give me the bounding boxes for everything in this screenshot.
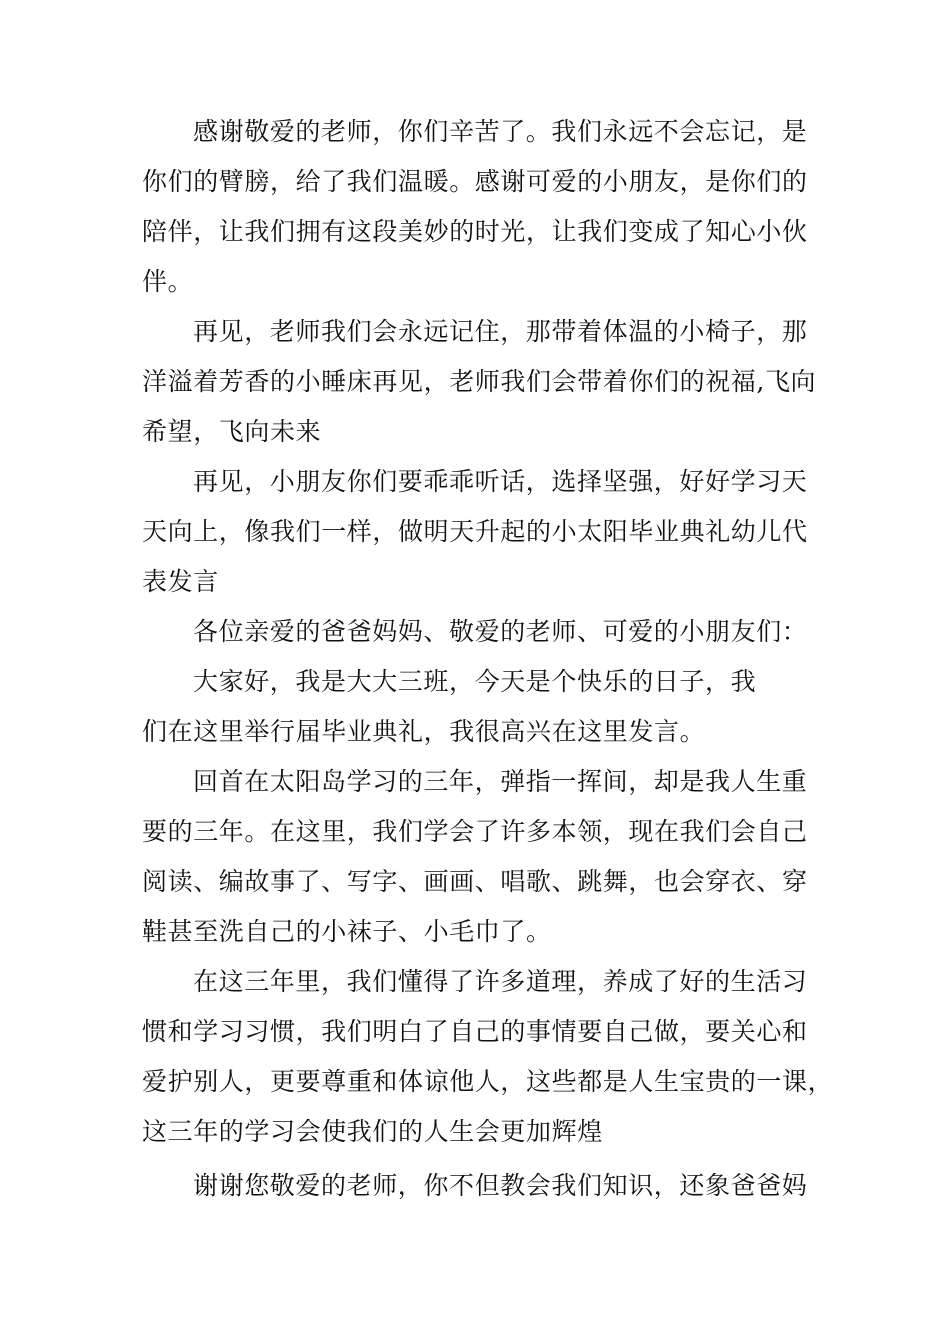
paragraph-4-line-1: 各位亲爱的爸爸妈妈、敬爱的老师、可爱的小朋友们： [193, 617, 808, 646]
paragraph-1-line-1: 感谢敬爱的老师，你们辛苦了。我们永远不会忘记，是 [193, 117, 808, 146]
paragraph-8-line-1: 谢谢您敬爱的老师，你不但教会我们知识，还象爸爸妈 [193, 1171, 808, 1200]
paragraph-5-line-1: 大家好，我是大大三班，今天是个快乐的日子，我 [193, 667, 757, 696]
paragraph-1-line-3: 陪伴，让我们拥有这段美妙的时光，让我们变成了知心小伙 [142, 217, 808, 246]
paragraph-2-line-3: 希望，飞向未来 [142, 417, 322, 446]
paragraph-2-line-1: 再见，老师我们会永远记住，那带着体温的小椅子，那 [193, 317, 808, 346]
paragraph-6-line-4: 鞋甚至洗自己的小袜子、小毛巾了。 [142, 917, 552, 946]
paragraph-6-line-3: 阅读、编故事了、写字、画画、唱歌、跳舞，也会穿衣、穿 [142, 867, 808, 896]
paragraph-7-line-1: 在这三年里，我们懂得了许多道理，养成了好的生活习 [193, 967, 808, 996]
paragraph-6-line-1: 回首在太阳岛学习的三年，弹指一挥间，却是我人生重 [193, 767, 808, 796]
paragraph-7-line-2: 惯和学习习惯，我们明白了自己的事情要自己做，要关心和 [142, 1017, 808, 1046]
paragraph-3-line-2: 天向上，像我们一样，做明天升起的小太阳毕业典礼幼儿代 [142, 517, 808, 546]
paragraph-3-line-3: 表发言 [142, 567, 219, 596]
paragraph-3-line-1: 再见，小朋友你们要乖乖听话，选择坚强，好好学习天 [193, 467, 808, 496]
paragraph-6-line-2: 要的三年。在这里，我们学会了许多本领，现在我们会自己 [142, 817, 808, 846]
paragraph-5-line-2: 们在这里举行届毕业典礼，我很高兴在这里发言。 [142, 717, 706, 746]
paragraph-1-line-2: 你们的臂膀，给了我们温暖。感谢可爱的小朋友，是你们的 [142, 167, 808, 196]
paragraph-2-line-2: 洋溢着芳香的小睡床再见，老师我们会带着你们的祝福,飞向 [142, 367, 817, 396]
paragraph-7-line-3: 爱护别人，更要尊重和体谅他人，这些都是人生宝贵的一课， [142, 1067, 834, 1096]
paragraph-7-line-4: 这三年的学习会使我们的人生会更加辉煌 [142, 1117, 603, 1146]
paragraph-1-line-4: 伴。 [142, 267, 194, 296]
